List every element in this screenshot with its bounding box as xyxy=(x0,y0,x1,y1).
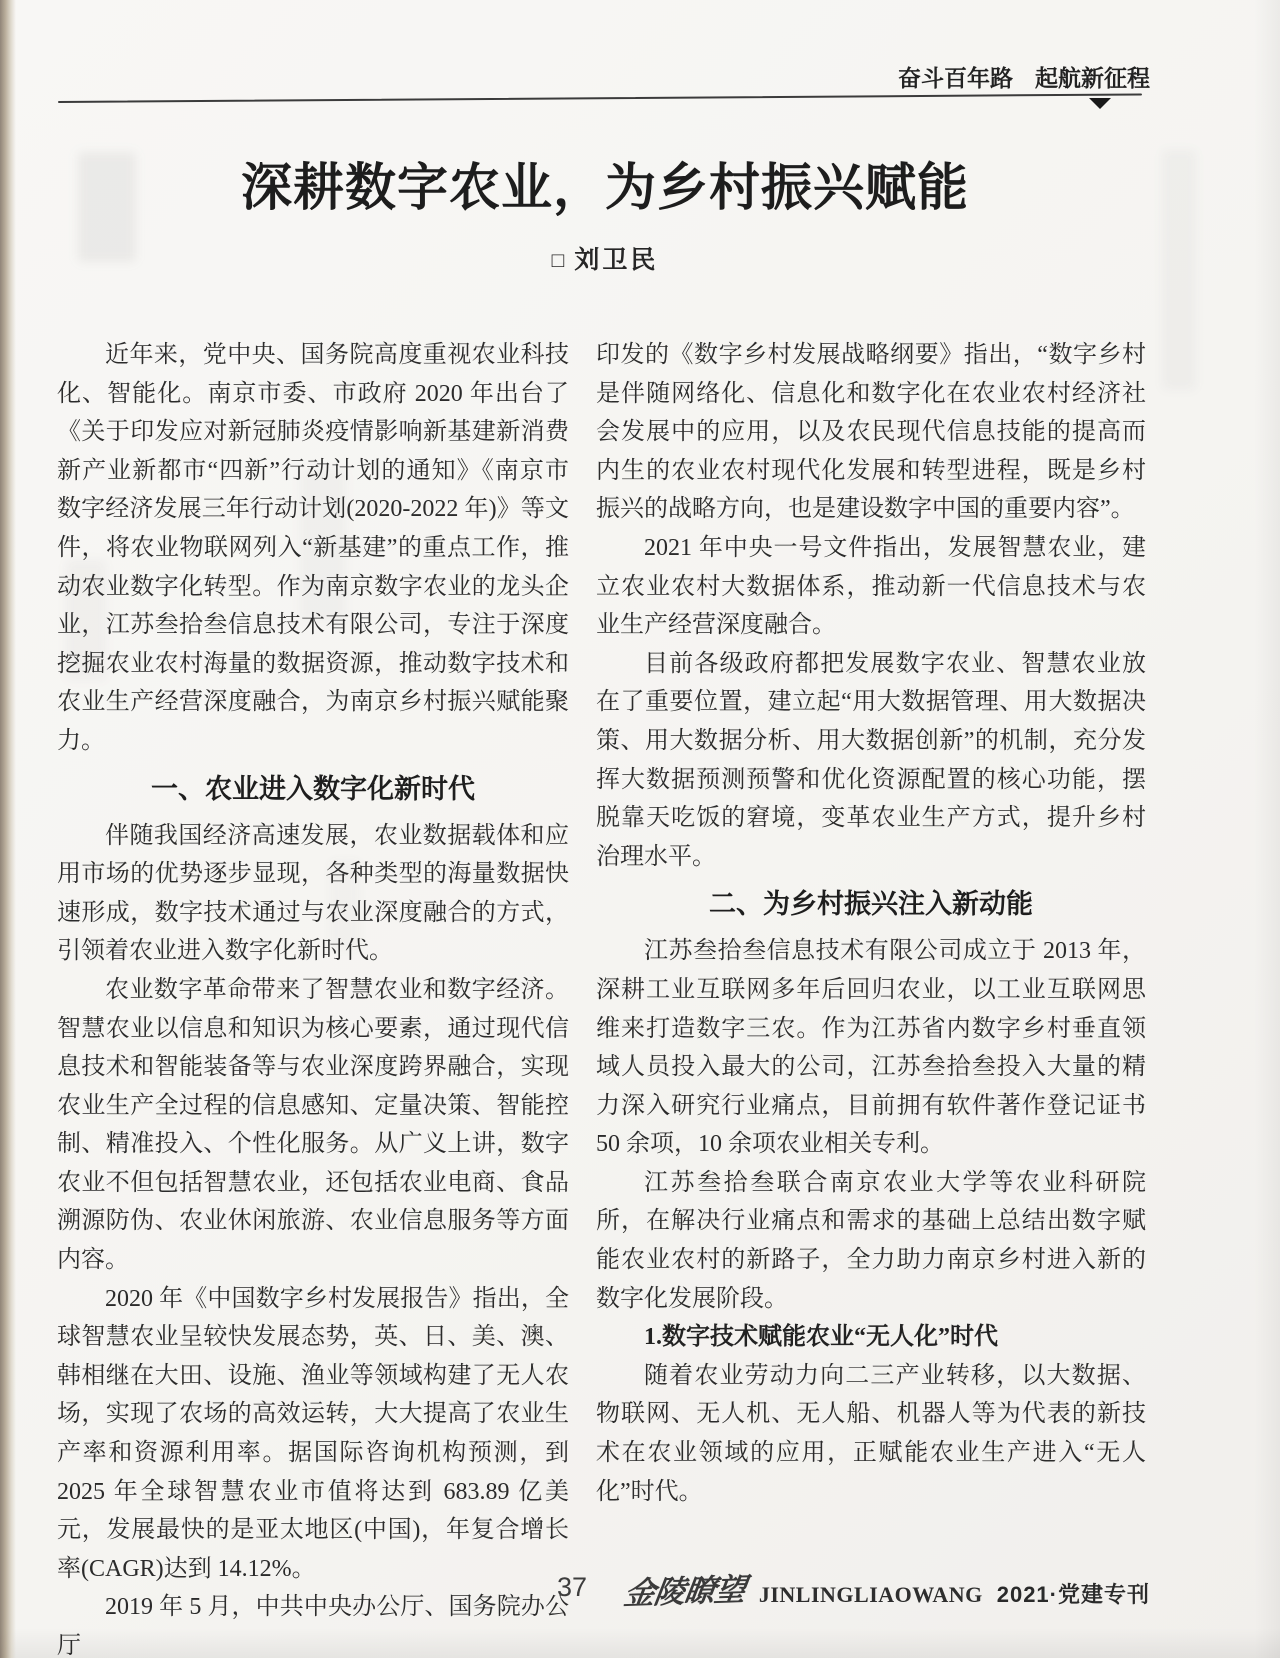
paragraph: 2020 年《中国数字乡村发展报告》指出，全球智慧农业呈较快发展态势，英、日、美、澳、韩相继在大田、设施、渔业等领域构建了无人农场，实现了农场的高效运转，大大提高了农业生产率和资源利用率。据国际咨询机构预测，到 2025 年全球智慧农业市值将达到 683.89 亿美元，发展最快的是亚太地区(中国)，年复合增长率(CAGR)达到 14.12%。 xyxy=(57,1285,569,1582)
paragraph-continued: 印发的《数字乡村发展战略纲要》指出，“数字乡村是伴随网络化、信息化和数字化在农业农村经济社会发展中的应用，以及农民现代信息技能的提高而内生的农业农村现代化发展和转型进程，既是乡村振兴的战略方向，也是建设数字中国的重要内容”。 xyxy=(596,342,1146,523)
issue-label: 2021·党建专刊 xyxy=(996,1582,1150,1607)
header-rule xyxy=(58,93,1142,103)
section-heading: 一、农业进入数字化新时代 xyxy=(151,773,475,804)
paragraph: 江苏叁拾叁联合南京农业大学等农业科研院所，在解决行业痛点和需求的基础上总结出数字赋能农业农村的新路子，全力助力南京乡村进入新的数字化发展阶段。 xyxy=(596,1169,1146,1312)
paragraph: 2021 年中央一号文件指出，发展智慧农业，建立农业农村大数据体系，推动新一代信息技术与农业生产经营深度融合。 xyxy=(596,534,1146,639)
scan-artifact xyxy=(1162,150,1196,390)
paragraph: 2019 年 5 月，中共中央办公厅、国务院办公厅 xyxy=(57,1594,569,1658)
article-body xyxy=(57,336,1146,1658)
slogan-part-1: 奋斗百年路 xyxy=(898,65,1013,91)
paragraph: 近年来，党中央、国务院高度重视农业科技化、智能化。南京市委、市政府 2020 年出台了《关于印发应对新冠肺炎疫情影响新基建新消费新产业新都市“四新”行动计划的通知》《南京市数字经济发展三年行动计划(2020-2022 年)》等文件，将农业物联网列入“新基建”的重点工作，推动农业数字化转型。作为南京数字农业的龙头企业，江苏叁拾叁信息技术有限公司，专注于深度挖掘农业农村海量的数据资源，推动数字技术和农业生产经营深度融合，为南京乡村振兴赋能聚力。 xyxy=(57,342,569,754)
author-name: 刘卫民 xyxy=(574,246,659,274)
scan-edge xyxy=(0,0,16,1658)
sub-heading: 1.数字技术赋能农业“无人化”时代 xyxy=(644,1324,998,1351)
journal-brand xyxy=(621,1566,1150,1612)
paragraph: 目前各级政府都把发展数字农业、智慧农业放在了重要位置，建立起“用大数据管理、用大数据决策、用大数据分析、用大数据创新”的机制，充分发挥大数据预测预警和优化资源配置的核心功能，摆脱靠天吃饭的窘境，变革农业生产方式，提升乡村治理水平。 xyxy=(596,650,1146,870)
page-footer xyxy=(57,1566,1150,1610)
article-byline xyxy=(60,240,1150,276)
right-column xyxy=(596,336,1146,1658)
paragraph: 农业数字革命带来了智慧农业和数字经济。智慧农业以信息和知识为核心要素，通过现代信息技术和智能装备等与农业深度跨界融合，实现农业生产全过程的信息感知、定量决策、智能控制、精准投入、个性化服务。从广义上讲，数字农业不但包括智慧农业，还包括农业电商、食品溯源防伪、农业休闲旅游、农业信息服务等方面内容。 xyxy=(57,976,569,1274)
down-triangle-icon xyxy=(1089,98,1111,109)
issue-slogan xyxy=(898,60,1150,93)
journal-logo-calligraphy: 金陵瞭望 xyxy=(621,1571,748,1612)
journal-name-latin: JINLINGLIAOWANG xyxy=(758,1582,983,1607)
article-title: 深耕数字农业，为乡村振兴赋能 xyxy=(240,161,969,217)
slogan-part-2: 起航新征程 xyxy=(1035,65,1150,91)
section-heading: 二、为乡村振兴注入新动能 xyxy=(709,889,1033,920)
page-number: 37 xyxy=(557,1572,588,1602)
paragraph: 伴随我国经济高速发展，农业数据载体和应用市场的优势逐步显现，各种类型的海量数据快速形成，数字技术通过与农业深度融合的方式，引领着农业进入数字化新时代。 xyxy=(57,822,569,965)
author-box-icon: □ xyxy=(551,249,565,272)
paragraph: 江苏叁拾叁信息技术有限公司成立于 2013 年，深耕工业互联网多年后回归农业，以工业互联网思维来打造数字三农。作为江苏省内数字乡村垂直领域人员投入最大的公司，江苏叁拾叁投入大量的精力深入研究行业痛点，目前拥有软件著作登记证书 50 余项，10 余项农业相关专利。 xyxy=(596,938,1146,1158)
paragraph: 随着农业劳动力向二三产业转移，以大数据、物联网、无人机、无人船、机器人等为代表的新技术在农业领域的应用，正赋能农业生产进入“无人化”时代。 xyxy=(596,1362,1146,1505)
left-column xyxy=(57,336,569,1658)
